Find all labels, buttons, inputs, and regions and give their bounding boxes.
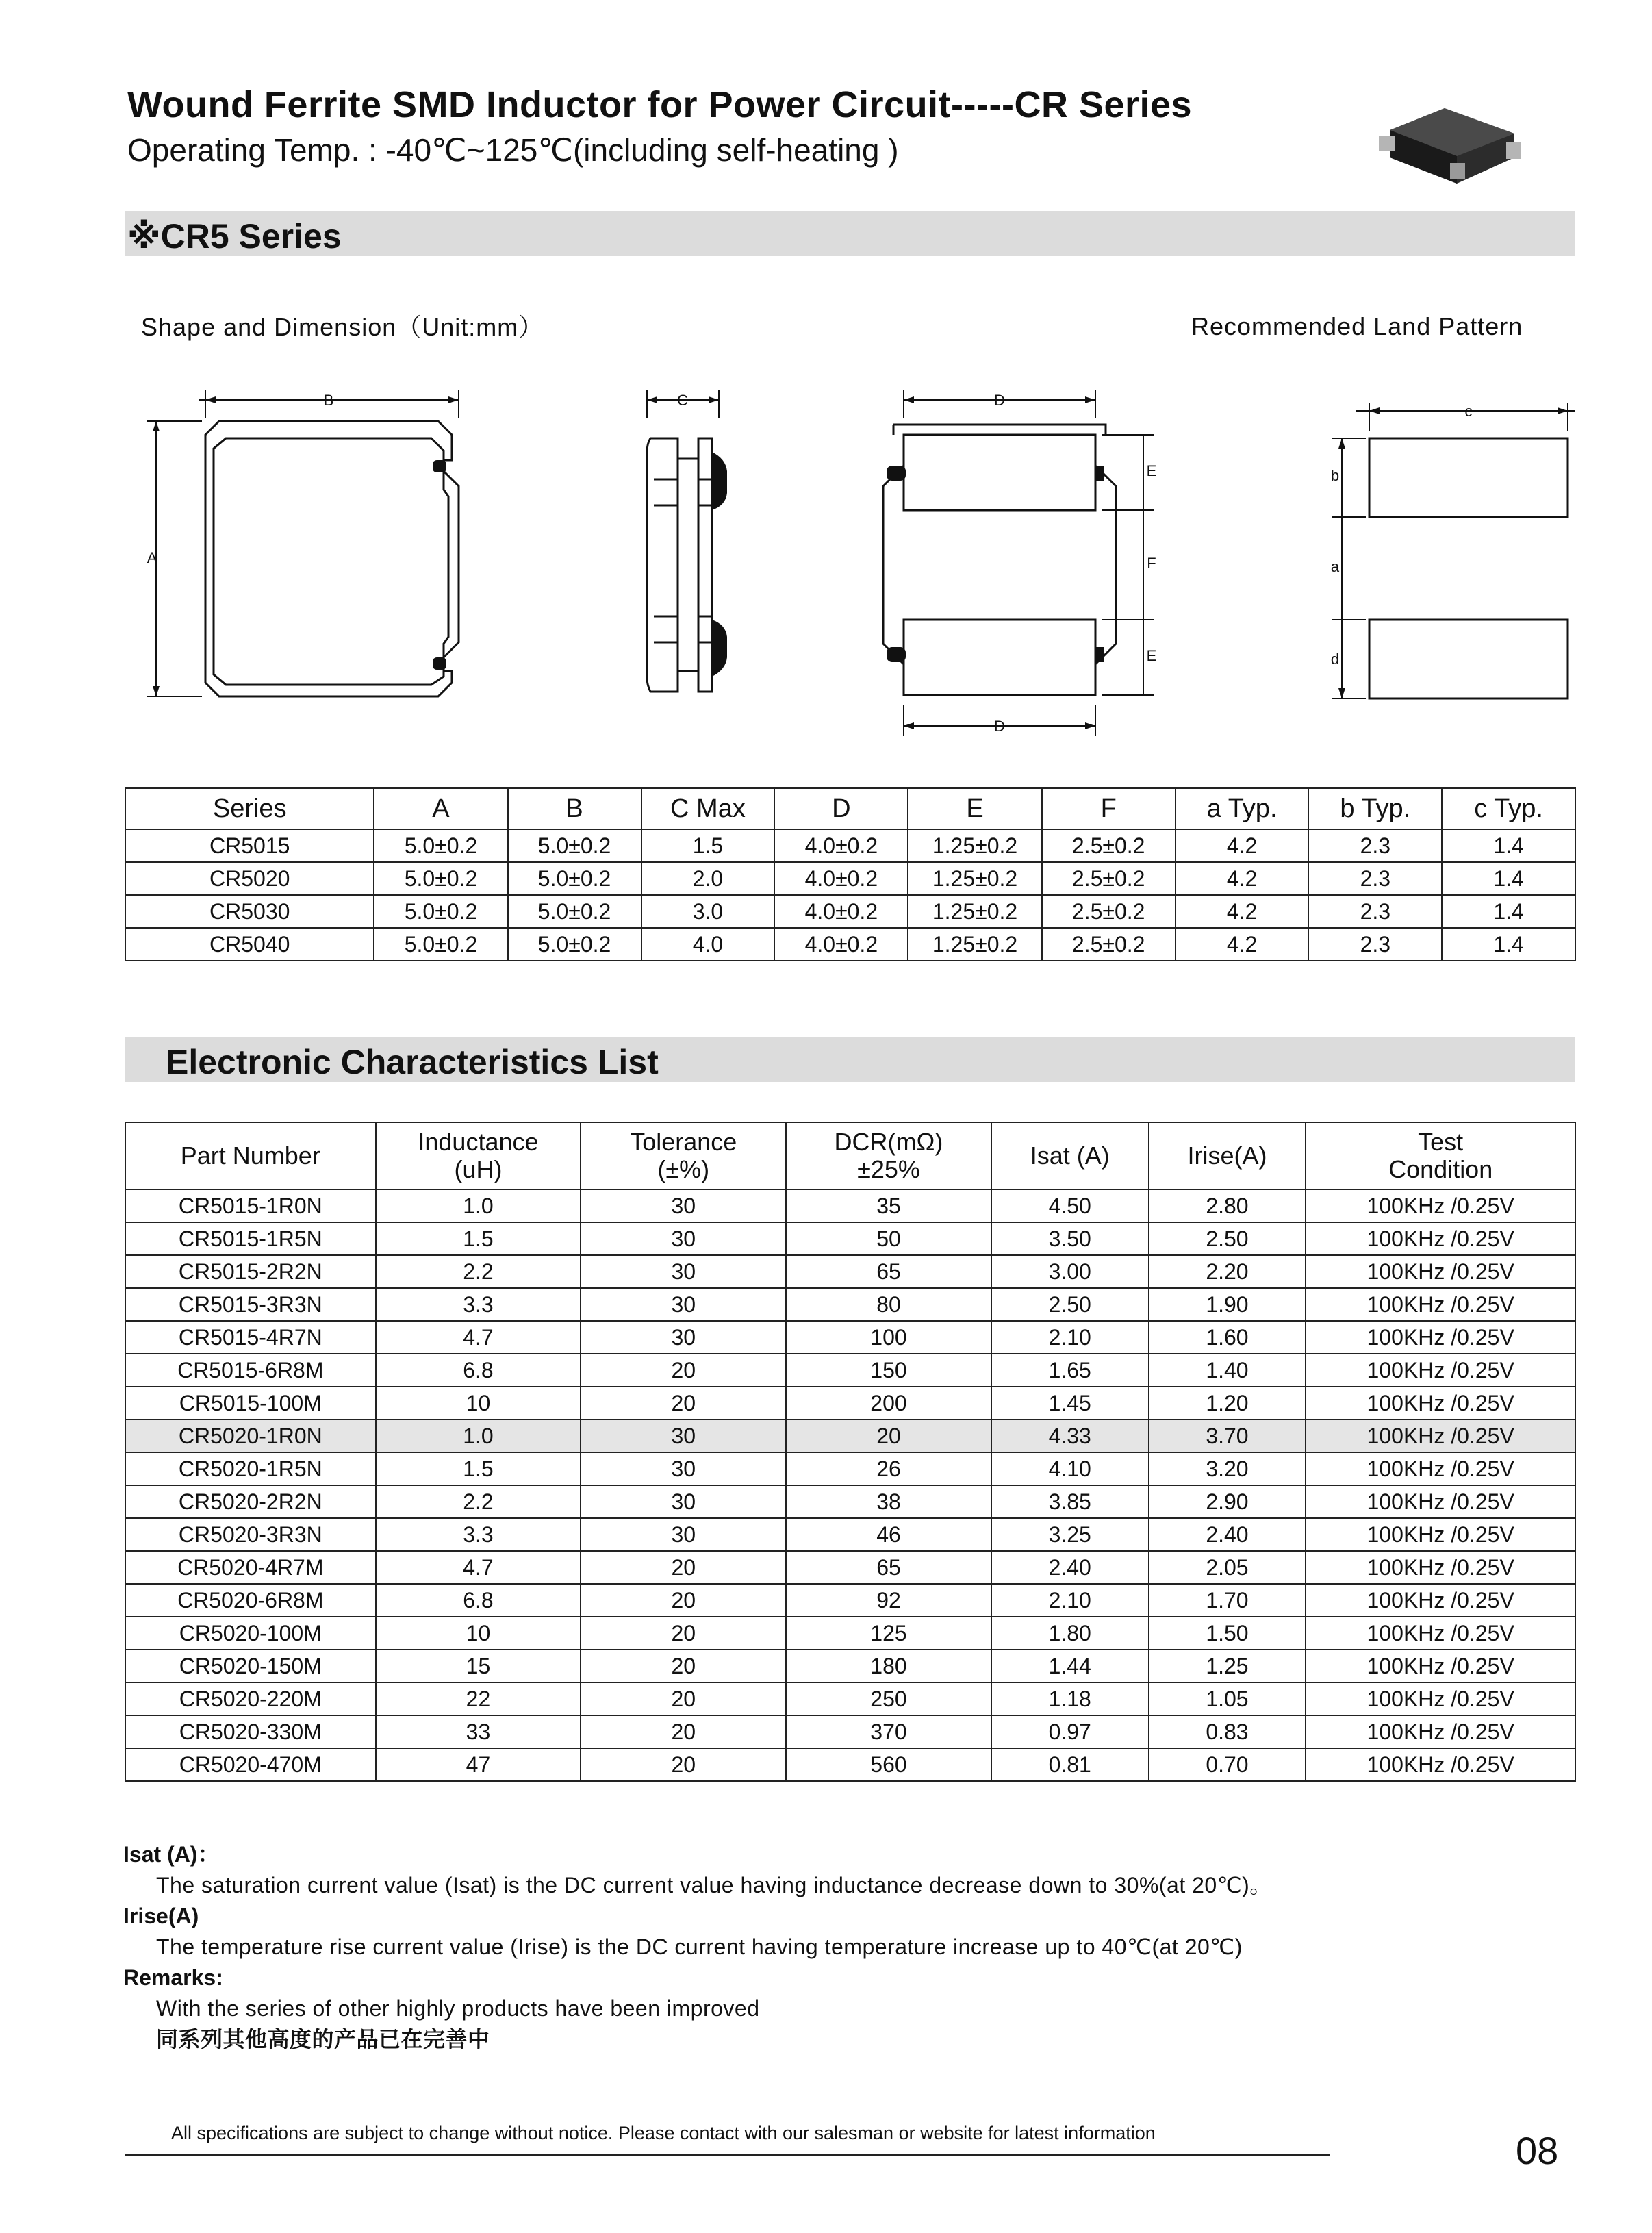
dims-cell: 2.5±0.2 xyxy=(1042,928,1176,961)
elec-header-line: DCR(mΩ) xyxy=(834,1128,943,1156)
dims-cell: 2.5±0.2 xyxy=(1042,862,1176,895)
irise-title: Irise(A) xyxy=(123,1904,199,1928)
dims-cell: 1.25±0.2 xyxy=(908,829,1041,862)
elec-cell: 10 xyxy=(376,1617,581,1650)
elec-row xyxy=(125,1222,1575,1255)
part-number-cell: CR5015-6R8M xyxy=(125,1354,376,1387)
elec-header-cell xyxy=(581,1122,786,1189)
elec-cell: 100KHz /0.25V xyxy=(1306,1255,1575,1288)
dims-cell: 2.0 xyxy=(641,862,775,895)
elec-cell: 38 xyxy=(786,1485,991,1518)
elec-cell: 20 xyxy=(581,1715,786,1748)
elec-cell: 1.40 xyxy=(1149,1354,1306,1387)
elec-row xyxy=(125,1288,1575,1321)
part-number-cell: CR5020-4R7M xyxy=(125,1551,376,1584)
irise-text: The temperature rise current value (Irise) is the DC current having temperature increase up to 40℃(at 20℃) xyxy=(156,1934,1243,1959)
page-title: Wound Ferrite SMD Inductor for Power Circuit-----CR Series xyxy=(127,84,1193,125)
elec-cell: 100KHz /0.25V xyxy=(1306,1387,1575,1420)
dims-cell: 2.3 xyxy=(1308,895,1442,928)
footer-disclaimer: All specifications are subject to change without notice. Please contact with our salesman or website for latest information xyxy=(171,2123,1156,2143)
isat-title: Isat (A)： xyxy=(123,1842,220,1867)
elec-cell: 22 xyxy=(376,1682,581,1715)
elec-cell: 1.0 xyxy=(376,1420,581,1452)
dims-cell: 4.0±0.2 xyxy=(774,928,908,961)
elec-row xyxy=(125,1485,1575,1518)
part-number-cell: CR5020-2R2N xyxy=(125,1485,376,1518)
elec-cell: 3.3 xyxy=(376,1518,581,1551)
elec-cell: 47 xyxy=(376,1748,581,1781)
elec-cell: 30 xyxy=(581,1321,786,1354)
dims-cell: 4.0±0.2 xyxy=(774,829,908,862)
land-label-a: a xyxy=(1330,558,1340,575)
dims-cell: 4.2 xyxy=(1176,862,1309,895)
dims-cell: 3.0 xyxy=(641,895,775,928)
dims-cell: CR5040 xyxy=(125,928,374,961)
part-number-cell: CR5015-3R3N xyxy=(125,1288,376,1321)
dim-label-a: A xyxy=(147,549,157,566)
elec-cell: 50 xyxy=(786,1222,991,1255)
elec-cell: 92 xyxy=(786,1584,991,1617)
dims-cell: 4.0±0.2 xyxy=(774,862,908,895)
elec-header-line: Inductance xyxy=(418,1128,539,1156)
elec-cell: 2.40 xyxy=(991,1551,1149,1584)
land-label-b: b xyxy=(1330,467,1340,484)
elec-row xyxy=(125,1420,1575,1452)
elec-row xyxy=(125,1387,1575,1420)
elec-row xyxy=(125,1748,1575,1781)
elec-row xyxy=(125,1584,1575,1617)
elec-cell: 20 xyxy=(581,1354,786,1387)
elec-header-line: Isat (A) xyxy=(1030,1141,1110,1170)
elec-cell: 1.5 xyxy=(376,1452,581,1485)
elec-cell: 3.25 xyxy=(991,1518,1149,1551)
elec-cell: 100KHz /0.25V xyxy=(1306,1682,1575,1715)
elec-cell: 35 xyxy=(786,1189,991,1222)
elec-cell: 560 xyxy=(786,1748,991,1781)
remarks-title: Remarks: xyxy=(123,1965,223,1990)
dims-row xyxy=(125,928,1575,961)
part-number-cell: CR5020-100M xyxy=(125,1617,376,1650)
elec-cell: 20 xyxy=(581,1650,786,1682)
dims-header-cell: b Typ. xyxy=(1308,788,1442,829)
dims-cell: 1.4 xyxy=(1442,829,1575,862)
dims-header-cell: B xyxy=(508,788,641,829)
elec-header-line: (±%) xyxy=(657,1155,710,1183)
elec-row xyxy=(125,1551,1575,1584)
dims-cell: 2.5±0.2 xyxy=(1042,895,1176,928)
dims-cell: 1.25±0.2 xyxy=(908,862,1041,895)
elec-cell: 2.2 xyxy=(376,1485,581,1518)
dims-cell: 5.0±0.2 xyxy=(508,862,641,895)
elec-row xyxy=(125,1682,1575,1715)
part-number-cell: CR5020-330M xyxy=(125,1715,376,1748)
shape-dimension-label: Shape and Dimension（Unit:mm） xyxy=(141,313,544,341)
dims-row xyxy=(125,829,1575,862)
elec-cell: 100KHz /0.25V xyxy=(1306,1650,1575,1682)
dim-label-d-top: D xyxy=(994,392,1005,409)
part-number-cell: CR5015-1R0N xyxy=(125,1189,376,1222)
elec-header-line: Test xyxy=(1418,1128,1464,1156)
elec-cell: 250 xyxy=(786,1682,991,1715)
part-number-cell: CR5020-3R3N xyxy=(125,1518,376,1551)
elec-cell: 0.83 xyxy=(1149,1715,1306,1748)
elec-cell: 100KHz /0.25V xyxy=(1306,1354,1575,1387)
dims-cell: 4.0±0.2 xyxy=(774,895,908,928)
elec-cell: 100KHz /0.25V xyxy=(1306,1420,1575,1452)
elec-header-cell xyxy=(786,1122,991,1189)
dims-header-cell: D xyxy=(774,788,908,829)
section-bar-cr5 xyxy=(125,211,1575,256)
elec-cell: 30 xyxy=(581,1518,786,1551)
dims-header-cell: E xyxy=(908,788,1041,829)
elec-header-line: ±25% xyxy=(857,1155,920,1183)
dims-cell: 5.0±0.2 xyxy=(374,862,507,895)
dims-cell: 1.4 xyxy=(1442,928,1575,961)
elec-cell: 4.7 xyxy=(376,1321,581,1354)
dims-header-cell: C Max xyxy=(641,788,775,829)
elec-header-line: Irise(A) xyxy=(1187,1141,1267,1170)
elec-cell: 20 xyxy=(581,1387,786,1420)
dims-cell: 2.3 xyxy=(1308,928,1442,961)
part-number-cell: CR5020-220M xyxy=(125,1682,376,1715)
elec-cell: 4.50 xyxy=(991,1189,1149,1222)
elec-row xyxy=(125,1321,1575,1354)
elec-cell: 65 xyxy=(786,1551,991,1584)
dims-cell: 5.0±0.2 xyxy=(374,928,507,961)
elec-cell: 2.80 xyxy=(1149,1189,1306,1222)
dim-label-b: B xyxy=(323,392,334,409)
elec-cell: 100KHz /0.25V xyxy=(1306,1518,1575,1551)
elec-cell: 100KHz /0.25V xyxy=(1306,1551,1575,1584)
dims-cell: 4.2 xyxy=(1176,829,1309,862)
land-pattern-label: Recommended Land Pattern xyxy=(1191,312,1523,340)
elec-cell: 15 xyxy=(376,1650,581,1682)
elec-cell: 1.5 xyxy=(376,1222,581,1255)
elec-cell: 200 xyxy=(786,1387,991,1420)
elec-row xyxy=(125,1715,1575,1748)
elec-cell: 1.25 xyxy=(1149,1650,1306,1682)
elec-cell: 150 xyxy=(786,1354,991,1387)
dims-row xyxy=(125,862,1575,895)
dims-cell: 4.0 xyxy=(641,928,775,961)
elec-cell: 1.65 xyxy=(991,1354,1149,1387)
elec-cell: 6.8 xyxy=(376,1584,581,1617)
dims-header-cell: Series xyxy=(125,788,374,829)
dims-cell: 2.3 xyxy=(1308,829,1442,862)
elec-header-line: Tolerance xyxy=(630,1128,737,1156)
dims-cell: 1.25±0.2 xyxy=(908,928,1041,961)
elec-cell: 20 xyxy=(581,1584,786,1617)
dims-cell: CR5030 xyxy=(125,895,374,928)
elec-cell: 100KHz /0.25V xyxy=(1306,1584,1575,1617)
part-number-cell: CR5020-1R5N xyxy=(125,1452,376,1485)
elec-cell: 30 xyxy=(581,1420,786,1452)
part-number-cell: CR5020-6R8M xyxy=(125,1584,376,1617)
part-number-cell: CR5015-2R2N xyxy=(125,1255,376,1288)
elec-row xyxy=(125,1617,1575,1650)
dim-label-f: F xyxy=(1147,555,1156,572)
elec-cell: 30 xyxy=(581,1255,786,1288)
elec-row xyxy=(125,1354,1575,1387)
section-title-electronic: Electronic Characteristics List xyxy=(166,1043,659,1081)
elec-cell: 4.10 xyxy=(991,1452,1149,1485)
elec-cell: 180 xyxy=(786,1650,991,1682)
elec-cell: 3.85 xyxy=(991,1485,1149,1518)
section-bar-electronic xyxy=(125,1037,1575,1082)
elec-cell: 1.80 xyxy=(991,1617,1149,1650)
elec-cell: 30 xyxy=(581,1189,786,1222)
elec-header-line: Condition xyxy=(1388,1155,1493,1183)
dims-cell: 1.25±0.2 xyxy=(908,895,1041,928)
land-label-c: c xyxy=(1464,403,1473,420)
dims-header-cell: a Typ. xyxy=(1176,788,1309,829)
elec-header-cell xyxy=(991,1122,1149,1189)
elec-cell: 370 xyxy=(786,1715,991,1748)
elec-cell: 100 xyxy=(786,1321,991,1354)
dimension-drawings xyxy=(137,383,1588,753)
dim-label-c: C xyxy=(677,392,688,409)
remarks-cn: 同系列其他高度的产品已在完善中 xyxy=(156,2027,490,2052)
elec-cell: 0.81 xyxy=(991,1748,1149,1781)
dims-cell: CR5015 xyxy=(125,829,374,862)
elec-cell: 30 xyxy=(581,1222,786,1255)
elec-cell: 6.8 xyxy=(376,1354,581,1387)
electronic-characteristics-table xyxy=(125,1122,1576,1782)
elec-cell: 100KHz /0.25V xyxy=(1306,1452,1575,1485)
elec-cell: 3.70 xyxy=(1149,1420,1306,1452)
page-number: 08 xyxy=(1516,2129,1559,2172)
elec-cell: 2.50 xyxy=(991,1288,1149,1321)
elec-cell: 20 xyxy=(786,1420,991,1452)
dims-cell: 5.0±0.2 xyxy=(508,895,641,928)
footer-rule xyxy=(125,2154,1330,2156)
elec-cell: 100KHz /0.25V xyxy=(1306,1485,1575,1518)
elec-row xyxy=(125,1452,1575,1485)
elec-row xyxy=(125,1255,1575,1288)
dims-cell: 1.4 xyxy=(1442,862,1575,895)
elec-cell: 1.05 xyxy=(1149,1682,1306,1715)
dims-cell: 1.5 xyxy=(641,829,775,862)
elec-header-line: (uH) xyxy=(454,1155,503,1183)
elec-row xyxy=(125,1518,1575,1551)
dims-header-cell: c Typ. xyxy=(1442,788,1575,829)
elec-cell: 3.00 xyxy=(991,1255,1149,1288)
dim-label-e-top: E xyxy=(1146,462,1157,479)
elec-cell: 4.7 xyxy=(376,1551,581,1584)
elec-header-cell xyxy=(376,1122,581,1189)
elec-cell: 1.20 xyxy=(1149,1387,1306,1420)
dims-cell: 4.2 xyxy=(1176,928,1309,961)
elec-cell: 3.50 xyxy=(991,1222,1149,1255)
elec-cell: 2.10 xyxy=(991,1321,1149,1354)
dims-header-row xyxy=(125,788,1575,829)
elec-cell: 4.33 xyxy=(991,1420,1149,1452)
elec-header-cell xyxy=(1149,1122,1306,1189)
elec-cell: 100KHz /0.25V xyxy=(1306,1715,1575,1748)
elec-cell: 20 xyxy=(581,1682,786,1715)
elec-cell: 80 xyxy=(786,1288,991,1321)
land-label-d: d xyxy=(1330,651,1340,668)
elec-header-cell xyxy=(125,1122,376,1189)
elec-cell: 0.97 xyxy=(991,1715,1149,1748)
dims-cell: 4.2 xyxy=(1176,895,1309,928)
dims-cell: 5.0±0.2 xyxy=(508,928,641,961)
elec-cell: 30 xyxy=(581,1452,786,1485)
inductor-product-image xyxy=(1369,103,1527,192)
elec-cell: 30 xyxy=(581,1288,786,1321)
elec-cell: 1.44 xyxy=(991,1650,1149,1682)
elec-cell: 100KHz /0.25V xyxy=(1306,1617,1575,1650)
elec-cell: 100KHz /0.25V xyxy=(1306,1222,1575,1255)
elec-cell: 30 xyxy=(581,1485,786,1518)
remarks-en: With the series of other highly products have been improved xyxy=(156,1996,760,2021)
elec-header-line: Part Number xyxy=(180,1141,320,1170)
elec-cell: 100KHz /0.25V xyxy=(1306,1321,1575,1354)
dims-header-cell: A xyxy=(374,788,507,829)
dim-label-e-bottom: E xyxy=(1146,647,1157,664)
part-number-cell: CR5015-100M xyxy=(125,1387,376,1420)
elec-cell: 65 xyxy=(786,1255,991,1288)
dims-cell: 2.5±0.2 xyxy=(1042,829,1176,862)
dims-cell: 1.4 xyxy=(1442,895,1575,928)
part-number-cell: CR5015-4R7N xyxy=(125,1321,376,1354)
elec-cell: 1.90 xyxy=(1149,1288,1306,1321)
part-number-cell: CR5020-1R0N xyxy=(125,1420,376,1452)
elec-cell: 1.45 xyxy=(991,1387,1149,1420)
elec-header-cell xyxy=(1306,1122,1575,1189)
elec-cell: 125 xyxy=(786,1617,991,1650)
dims-cell: 2.3 xyxy=(1308,862,1442,895)
section-title-cr5: ※CR5 Series xyxy=(127,217,342,255)
elec-cell: 46 xyxy=(786,1518,991,1551)
elec-cell: 1.18 xyxy=(991,1682,1149,1715)
elec-cell: 1.60 xyxy=(1149,1321,1306,1354)
part-number-cell: CR5020-150M xyxy=(125,1650,376,1682)
dim-label-d-bottom: D xyxy=(994,718,1005,735)
elec-cell: 100KHz /0.25V xyxy=(1306,1748,1575,1781)
elec-cell: 1.50 xyxy=(1149,1617,1306,1650)
dimensions-table xyxy=(125,787,1576,961)
elec-cell: 2.2 xyxy=(376,1255,581,1288)
elec-cell: 100KHz /0.25V xyxy=(1306,1288,1575,1321)
elec-row xyxy=(125,1650,1575,1682)
elec-cell: 26 xyxy=(786,1452,991,1485)
elec-cell: 0.70 xyxy=(1149,1748,1306,1781)
elec-cell: 20 xyxy=(581,1551,786,1584)
part-number-cell: CR5015-1R5N xyxy=(125,1222,376,1255)
dims-cell: 5.0±0.2 xyxy=(374,829,507,862)
elec-cell: 3.3 xyxy=(376,1288,581,1321)
part-number-cell: CR5020-470M xyxy=(125,1748,376,1781)
elec-cell: 20 xyxy=(581,1617,786,1650)
dims-header-cell: F xyxy=(1042,788,1176,829)
elec-cell: 10 xyxy=(376,1387,581,1420)
elec-header-row xyxy=(125,1122,1575,1189)
elec-cell: 2.05 xyxy=(1149,1551,1306,1584)
elec-cell: 1.70 xyxy=(1149,1584,1306,1617)
elec-row xyxy=(125,1189,1575,1222)
elec-cell: 20 xyxy=(581,1748,786,1781)
dims-cell: CR5020 xyxy=(125,862,374,895)
elec-cell: 3.20 xyxy=(1149,1452,1306,1485)
dims-cell: 5.0±0.2 xyxy=(508,829,641,862)
elec-cell: 1.0 xyxy=(376,1189,581,1222)
page-subtitle: Operating Temp. : -40℃~125℃(including self-heating ) xyxy=(127,132,899,168)
elec-cell: 2.90 xyxy=(1149,1485,1306,1518)
dims-row xyxy=(125,895,1575,928)
elec-cell: 2.50 xyxy=(1149,1222,1306,1255)
elec-cell: 2.20 xyxy=(1149,1255,1306,1288)
dims-cell: 5.0±0.2 xyxy=(374,895,507,928)
notes-section xyxy=(123,1839,1272,2055)
isat-text: The saturation current value (Isat) is the DC current value having inductance decrease down to 30%(at 20℃)。 xyxy=(156,1873,1272,1897)
elec-cell: 100KHz /0.25V xyxy=(1306,1189,1575,1222)
elec-cell: 2.40 xyxy=(1149,1518,1306,1551)
elec-cell: 33 xyxy=(376,1715,581,1748)
elec-cell: 2.10 xyxy=(991,1584,1149,1617)
